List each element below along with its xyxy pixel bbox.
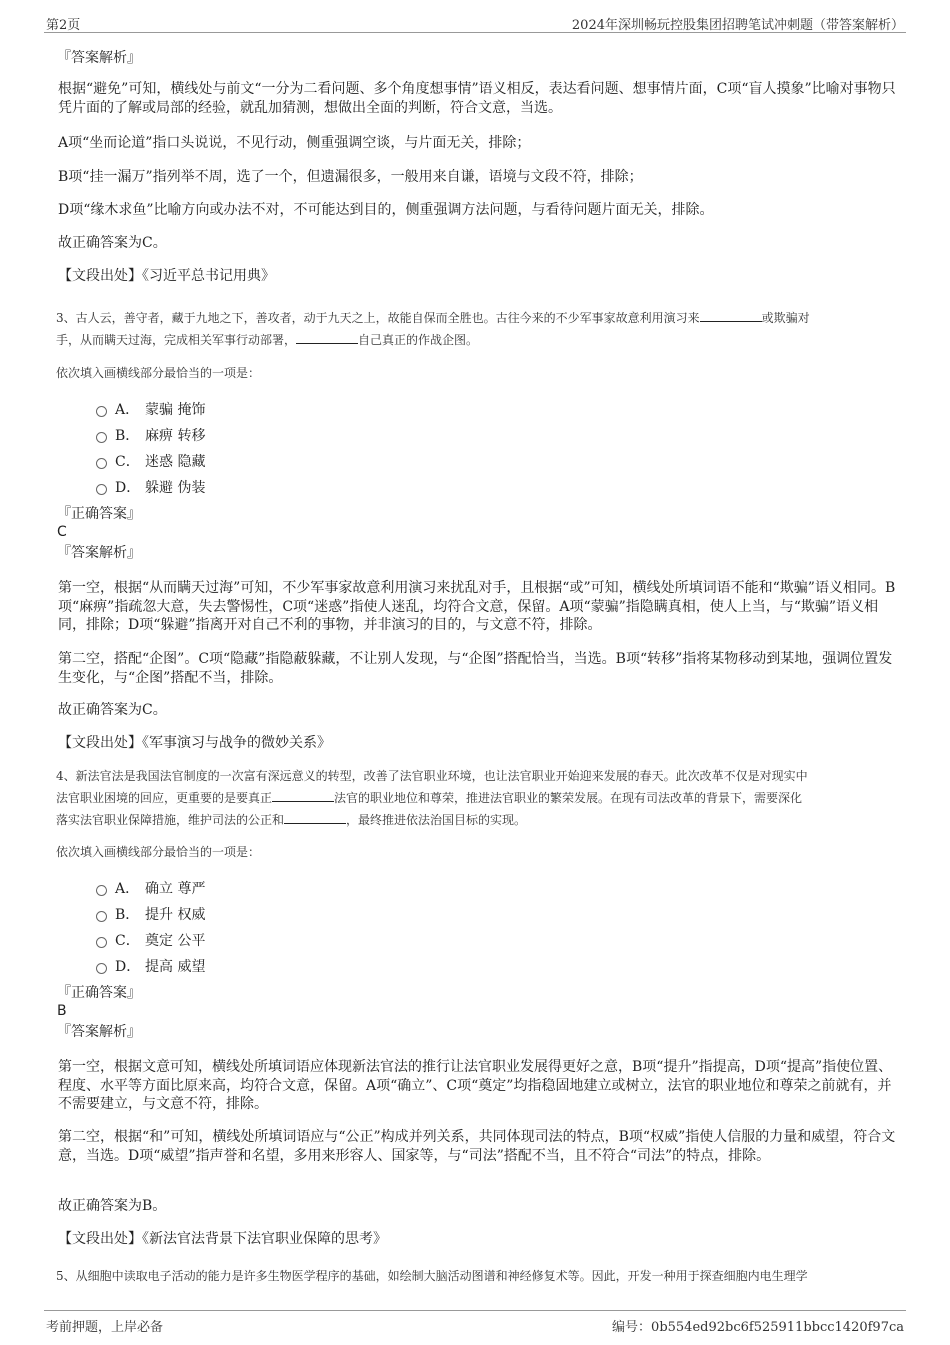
question-stem — [56, 307, 898, 351]
page-footer — [44, 1310, 906, 1335]
radio-button[interactable] — [96, 963, 107, 974]
option-a[interactable]: A． 确立 尊严 — [96, 878, 205, 898]
option-a[interactable]: A． 蒙骗 掩饰 — [96, 399, 205, 419]
option-c[interactable]: C． 奠定 公平 — [96, 930, 205, 950]
radio-button[interactable] — [96, 458, 107, 469]
fill-blank — [700, 309, 762, 322]
radio-button[interactable] — [96, 911, 107, 922]
question-stem: 5、从细胞中读取电子活动的能力是许多生物医学程序的基础，如绘制大脑活动图谱和神经修复术等。因此，开发一种用于探查细胞内电生理学 — [56, 1269, 808, 1283]
analysis-paragraph: 第一空，根据“从而瞒天过海”可知，不少军事家故意利用演习来扰乱对手，且根据“或”可知，横线处所填词语不能和“欺骗”语义相同。B项“麻痹”指疏忽大意，失去警惕性，C项“迷惑”指使人迷乱，均符合文意，保留。A项“蒙骗”指隐瞒真相，使人上当，与“欺骗”语义相同，排除；D项“躲避”指离开对自己不利的事物，并非演习的目的，与文意不符，排除。 — [58, 580, 896, 633]
correct-answer-label: 『正确答案』 — [57, 985, 141, 1001]
fill-blank — [272, 789, 334, 802]
fill-blank — [296, 331, 358, 344]
stem-text: 自己真正的作战企图。 — [358, 333, 479, 347]
answer-conclusion: 故正确答案为C。 — [58, 235, 167, 251]
answer-conclusion: 故正确答案为B。 — [58, 1198, 167, 1214]
analysis-paragraph: D项“缘木求鱼”比喻方向或办法不对，不可能达到目的，侧重强调方法问题，与看待问题片面无关，排除。 — [58, 202, 714, 218]
analysis-label: 『答案解析』 — [57, 545, 141, 561]
source-citation: 【文段出处】《习近平总书记用典》 — [58, 268, 275, 284]
analysis-label: 『答案解析』 — [57, 1024, 141, 1040]
option-c[interactable]: C． 迷惑 隐藏 — [96, 451, 205, 471]
analysis-label: 『答案解析』 — [57, 50, 141, 66]
radio-button[interactable] — [96, 885, 107, 896]
option-b[interactable]: B． 麻痹 转移 — [96, 425, 205, 445]
stem-text: 或欺骗对 — [761, 311, 810, 325]
analysis-paragraph: A项“坐而论道”指口头说说，不见行动，侧重强调空谈，与片面无关，排除； — [58, 135, 531, 151]
document-id: 编号：0b554ed92bc6f525911bbcc1420f97ca — [612, 1320, 904, 1335]
correct-answer-label: 『正确答案』 — [57, 506, 141, 522]
question-prompt: 依次填入画横线部分最恰当的一项是： — [56, 366, 261, 380]
radio-button[interactable] — [96, 406, 107, 417]
question-stem — [56, 765, 898, 831]
correct-answer: C — [57, 524, 67, 540]
radio-button[interactable] — [96, 432, 107, 443]
stem-text: ，最终推进依法治国目标的实现。 — [346, 813, 527, 827]
analysis-paragraph: 第二空，搭配“企图”。C项“隐藏”指隐蔽躲藏，不让别人发现，与“企图”搭配恰当，当选。B项“转移”指将某物移动到某地，强调位置发生变化，与“企图”搭配不当，排除。 — [58, 651, 893, 686]
analysis-paragraph: 第一空，根据文意可知，横线处所填词语应体现新法官法的推行让法官职业发展得更好之意，B项“提升”指提高，D项“提高”指使位置、程度、水平等方面比原来高，均符合文意，保留。A项“确立”、C项“奠定”均指稳固地建立或树立，法官的职业地位和尊荣之前就有，并不需要建立，与文意不符，排除。 — [58, 1059, 893, 1112]
page-number: 第2页 — [46, 18, 81, 33]
stem-text: 法官的职业地位和尊荣，推进法官职业的繁荣发展。在现有司法改革的背景下，需要深化 — [334, 791, 803, 805]
stem-text: 手，从而瞒天过海，完成相关军事行动部署， — [56, 333, 297, 347]
analysis-paragraph: B项“挂一漏万”指列举不周，选了一个，但遗漏很多，一般用来自谦，语境与文段不符，排除； — [58, 169, 643, 185]
option-d[interactable]: D． 躲避 伪装 — [96, 477, 205, 497]
stem-text: 3、古人云，善守者，藏于九地之下，善攻者，动于九天之上，故能自保而全胜也。古往今来的不少军事家故意利用演习来 — [56, 311, 700, 325]
option-b[interactable]: B． 提升 权威 — [96, 904, 205, 924]
document-title: 2024年深圳畅玩控股集团招聘笔试冲刺题（带答案解析） — [571, 18, 904, 33]
page-header — [44, 10, 906, 33]
fill-blank — [284, 811, 346, 824]
option-d[interactable]: D． 提高 威望 — [96, 956, 205, 976]
radio-button[interactable] — [96, 937, 107, 948]
correct-answer: B — [57, 1003, 67, 1019]
footer-slogan: 考前押题，上岸必备 — [46, 1320, 164, 1335]
source-citation: 【文段出处】《新法官法背景下法官职业保障的思考》 — [58, 1231, 387, 1247]
analysis-paragraph: 根据“避免”可知，横线处与前文“一分为二看问题、多个角度想事情”语义相反，表达看问题、想事情片面，C项“盲人摸象”比喻对事物只凭片面的了解或局部的经验，就乱加猜测，想做出全面的判断，符合文意，当选。 — [58, 81, 896, 116]
question-prompt: 依次填入画横线部分最恰当的一项是： — [56, 845, 261, 859]
stem-text: 4、新法官法是我国法官制度的一次富有深远意义的转型，改善了法官职业环境，也让法官职业开始迎来发展的春天。此次改革不仅是对现实中 — [56, 769, 808, 783]
stem-text: 法官职业困境的回应，更重要的是要真正 — [56, 791, 273, 805]
answer-conclusion: 故正确答案为C。 — [58, 702, 167, 718]
stem-text: 落实法官职业保障措施，维护司法的公正和 — [56, 813, 285, 827]
radio-button[interactable] — [96, 484, 107, 495]
analysis-paragraph: 第二空，根据“和”可知，横线处所填词语应与“公正”构成并列关系，共同体现司法的特点，B项“权威”指使人信服的力量和威望，符合文意，当选。D项“威望”指声誉和名望，多用来形容人、国家等，与“司法”搭配不当，且不符合“司法”的特点，排除。 — [58, 1129, 896, 1164]
source-citation: 【文段出处】《军事演习与战争的微妙关系》 — [58, 735, 331, 751]
